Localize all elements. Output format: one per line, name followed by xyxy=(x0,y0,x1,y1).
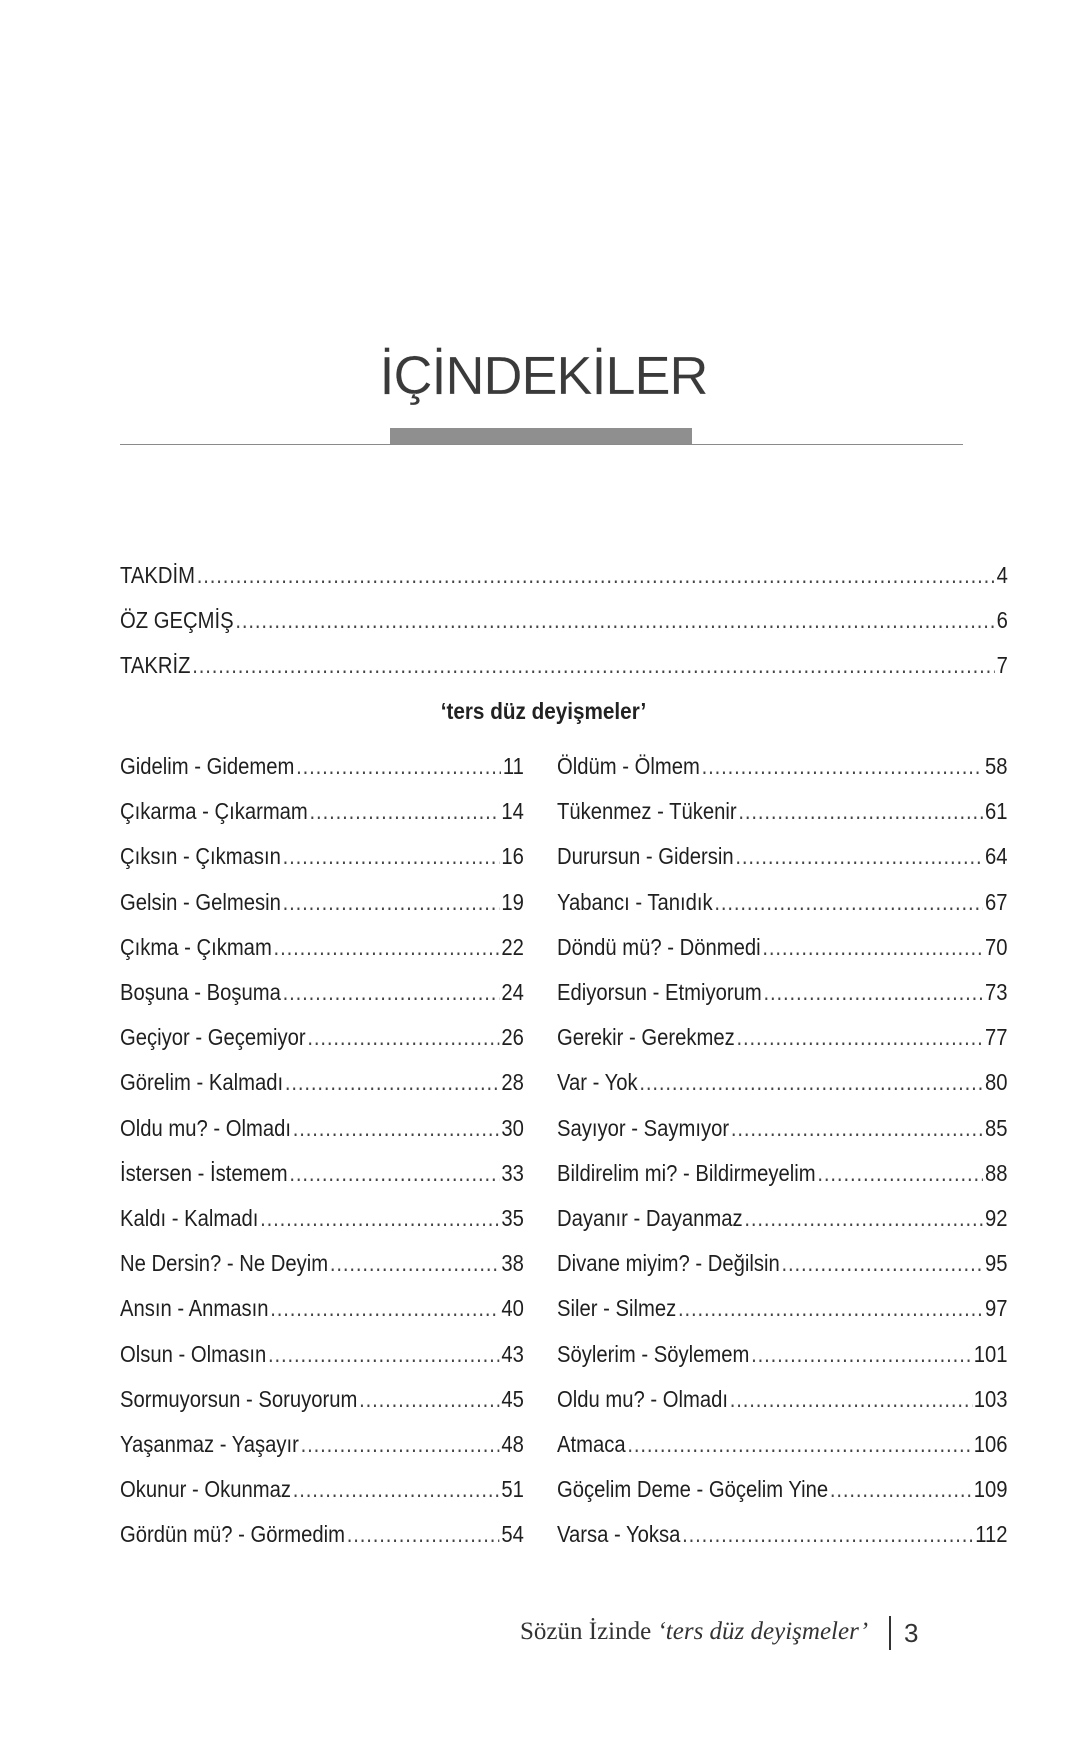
toc-entry xyxy=(120,932,524,962)
toc-entry xyxy=(557,1113,1008,1143)
toc-entry xyxy=(557,887,1008,917)
section-heading: ‘ters düz deyişmeler’ xyxy=(440,698,647,724)
toc-entry xyxy=(120,1022,524,1052)
toc-entry xyxy=(557,1158,1008,1188)
toc-leader-dots xyxy=(731,1113,983,1143)
toc-leader-dots xyxy=(682,1519,973,1549)
toc-entry-label: Gördün mü? - Görmedim xyxy=(120,1521,345,1548)
footer-subtitle: ‘ters düz deyişmeler’ xyxy=(657,1618,869,1645)
toc-entry xyxy=(557,1293,1008,1323)
toc-entry-label: Tükenmez - Tükenir xyxy=(557,798,737,825)
title-rule xyxy=(120,444,963,445)
toc-entry-page: 58 xyxy=(985,753,1008,779)
toc-entry-label: Ediyorsun - Etmiyorum xyxy=(557,979,762,1005)
toc-entry xyxy=(120,1474,524,1504)
toc-entry xyxy=(120,1384,524,1414)
toc-leader-dots xyxy=(730,1384,972,1414)
toc-entry-label: Çıkma - Çıkmam xyxy=(120,933,272,960)
toc-leader-dots xyxy=(235,605,995,635)
toc-entry xyxy=(557,751,1008,781)
toc-entry xyxy=(557,841,1008,871)
toc-entry-label: Dayanır - Dayanmaz xyxy=(557,1205,743,1231)
toc-entry xyxy=(557,1474,1008,1504)
toc-entry-label: Oldu mu? - Olmadı xyxy=(557,1385,728,1412)
toc-entry-page: 35 xyxy=(501,1205,524,1231)
toc-entry-page: 88 xyxy=(985,1159,1008,1186)
toc-entry xyxy=(557,1203,1008,1233)
toc-leader-dots xyxy=(678,1293,983,1323)
toc-entry-page: 24 xyxy=(501,979,524,1005)
toc-leader-dots xyxy=(307,1022,499,1052)
toc-entry-label: Geçiyor - Geçemiyor xyxy=(120,1024,306,1051)
toc-entry xyxy=(120,887,524,917)
toc-leader-dots xyxy=(817,1158,983,1188)
toc-leader-dots xyxy=(762,932,983,962)
toc-leader-dots xyxy=(736,1022,983,1052)
toc-entry-page: 14 xyxy=(501,798,524,825)
toc-entry-page: 28 xyxy=(501,1069,524,1096)
toc-entry-label: Görelim - Kalmadı xyxy=(120,1069,284,1096)
toc-entry xyxy=(557,1339,1008,1369)
toc-entry-page: 40 xyxy=(501,1295,524,1322)
toc-entry xyxy=(120,841,524,871)
toc-leader-dots xyxy=(283,887,500,917)
toc-entry-label: Divane miyim? - Değilsin xyxy=(557,1250,780,1277)
toc-entry xyxy=(557,1519,1008,1549)
toc-entry-page: 70 xyxy=(985,933,1008,960)
toc-entry-label: Durursun - Gidersin xyxy=(557,843,734,870)
toc-entry-page: 92 xyxy=(985,1205,1008,1231)
toc-entry-label: Atmaca xyxy=(557,1431,626,1457)
page-title: İÇİNDEKİLER xyxy=(379,346,708,406)
toc-leader-dots xyxy=(744,1203,983,1233)
toc-leader-dots xyxy=(627,1429,972,1459)
toc-entry xyxy=(120,1067,524,1097)
toc-entry-label: ÖZ GEÇMİŞ xyxy=(120,607,234,633)
toc-entry-label: Yabancı - Tanıdık xyxy=(557,888,713,915)
toc-entry-page: 45 xyxy=(501,1385,524,1412)
toc-leader-dots xyxy=(347,1519,500,1549)
toc-entry xyxy=(120,560,1008,590)
toc-entry-label: Sayıyor - Saymıyor xyxy=(557,1114,730,1141)
toc-entry-label: Gidelim - Gidemem xyxy=(120,753,295,779)
toc-leader-dots xyxy=(781,1248,983,1278)
toc-entry-page: 112 xyxy=(975,1521,1008,1548)
toc-leader-dots xyxy=(274,932,500,962)
toc-entry-page: 51 xyxy=(501,1476,524,1503)
toc-leader-dots xyxy=(330,1248,500,1278)
toc-entry-label: Öldüm - Ölmem xyxy=(557,753,700,779)
toc-entry-page: 73 xyxy=(985,979,1008,1005)
toc-entry xyxy=(120,751,524,781)
toc-leader-dots xyxy=(301,1429,500,1459)
footer-title: Sözün İzinde xyxy=(520,1618,658,1645)
toc-entry xyxy=(120,650,1008,680)
toc-leader-dots xyxy=(735,841,983,871)
toc-entry-page: 30 xyxy=(501,1114,524,1141)
toc-entry-page: 6 xyxy=(996,607,1008,633)
footer-page-number: 3 xyxy=(904,1618,919,1648)
toc-entry-label: Bildirelim mi? - Bildirmeyelim xyxy=(557,1159,816,1186)
toc-entry xyxy=(557,1384,1008,1414)
toc-entry-page: 4 xyxy=(996,562,1008,588)
toc-leader-dots xyxy=(289,1158,499,1188)
toc-entry-page: 77 xyxy=(985,1024,1008,1051)
toc-leader-dots xyxy=(763,977,983,1007)
toc-entry-page: 43 xyxy=(501,1340,524,1367)
toc-entry-label: Kaldı - Kalmadı xyxy=(120,1205,259,1231)
toc-entry-label: Varsa - Yoksa xyxy=(557,1521,681,1548)
toc-entry xyxy=(557,977,1008,1007)
toc-entry-page: 95 xyxy=(985,1250,1008,1277)
toc-entry xyxy=(557,1067,1008,1097)
toc-leader-dots xyxy=(268,1339,500,1369)
toc-entry-page: 19 xyxy=(501,888,524,915)
toc-entry-page: 97 xyxy=(985,1295,1008,1322)
toc-entry-page: 101 xyxy=(973,1340,1008,1367)
toc-leader-dots xyxy=(283,841,500,871)
toc-entry-page: 106 xyxy=(973,1431,1008,1457)
toc-leader-dots xyxy=(714,887,983,917)
toc-entry-page: 85 xyxy=(985,1114,1008,1141)
toc-entry-page: 48 xyxy=(501,1431,524,1457)
toc-leader-dots xyxy=(197,560,995,590)
toc-entry-page: 33 xyxy=(501,1159,524,1186)
toc-entry-label: Boşuna - Boşuma xyxy=(120,979,281,1005)
toc-leader-dots xyxy=(192,650,995,680)
toc-entry-page: 61 xyxy=(985,798,1008,825)
toc-leader-dots xyxy=(310,796,500,826)
toc-leader-dots xyxy=(293,1474,500,1504)
toc-entry-label: Göçelim Deme - Göçelim Yine xyxy=(557,1476,829,1503)
footer-book-title xyxy=(520,1618,868,1646)
footer-separator xyxy=(889,1616,891,1650)
toc-entry-label: Okunur - Okunmaz xyxy=(120,1476,291,1503)
toc-entry xyxy=(557,1248,1008,1278)
toc-leader-dots xyxy=(738,796,983,826)
toc-leader-dots xyxy=(702,751,984,781)
toc-entry-label: Çıksın - Çıkmasın xyxy=(120,843,281,870)
toc-entry-label: Siler - Silmez xyxy=(557,1295,677,1322)
toc-entry-page: 80 xyxy=(985,1069,1008,1096)
toc-entry-page: 103 xyxy=(973,1385,1008,1412)
toc-entry xyxy=(120,1519,524,1549)
toc-entry xyxy=(557,932,1008,962)
toc-entry xyxy=(120,1248,524,1278)
toc-leader-dots xyxy=(270,1293,499,1323)
toc-entry-label: TAKDİM xyxy=(120,562,195,588)
toc-entry-label: Ne Dersin? - Ne Deyim xyxy=(120,1250,329,1277)
toc-entry xyxy=(120,1113,524,1143)
toc-leader-dots xyxy=(283,977,500,1007)
toc-entry-page: 64 xyxy=(985,843,1008,870)
toc-entry-label: TAKRİZ xyxy=(120,652,191,678)
toc-entry-label: Gerekir - Gerekmez xyxy=(557,1024,735,1051)
toc-entry-label: Olsun - Olmasın xyxy=(120,1340,267,1367)
toc-entry-label: Ansın - Anmasın xyxy=(120,1295,269,1322)
toc-entry-page: 16 xyxy=(501,843,524,870)
toc-entry-page: 26 xyxy=(501,1024,524,1051)
toc-entry xyxy=(120,977,524,1007)
toc-entry xyxy=(120,1158,524,1188)
toc-entry xyxy=(557,1022,1008,1052)
toc-entry-page: 7 xyxy=(996,652,1008,678)
toc-leader-dots xyxy=(285,1067,500,1097)
title-accent-bar xyxy=(390,428,692,444)
toc-leader-dots xyxy=(830,1474,972,1504)
toc-entry-label: Sormuyorsun - Soruyorum xyxy=(120,1385,358,1412)
toc-entry xyxy=(120,1339,524,1369)
toc-leader-dots xyxy=(639,1067,983,1097)
toc-entry-page: 11 xyxy=(502,753,524,779)
toc-entry xyxy=(120,1429,524,1459)
toc-leader-dots xyxy=(751,1339,972,1369)
toc-entry xyxy=(120,1203,524,1233)
toc-entry xyxy=(557,796,1008,826)
toc-entry-page: 22 xyxy=(501,933,524,960)
toc-entry xyxy=(120,796,524,826)
toc-entry-label: İstersen - İstemem xyxy=(120,1159,288,1186)
toc-entry-label: Yaşanmaz - Yaşayır xyxy=(120,1431,299,1457)
toc-entry-label: Döndü mü? - Dönmedi xyxy=(557,933,761,960)
toc-entry xyxy=(120,1293,524,1323)
toc-leader-dots xyxy=(260,1203,499,1233)
toc-entry xyxy=(120,605,1008,635)
toc-entry-label: Çıkarma - Çıkarmam xyxy=(120,798,308,825)
toc-entry-page: 67 xyxy=(985,888,1008,915)
toc-leader-dots xyxy=(359,1384,500,1414)
toc-entry xyxy=(557,1429,1008,1459)
toc-entry-label: Var - Yok xyxy=(557,1069,638,1096)
toc-entry-label: Söylerim - Söylemem xyxy=(557,1340,750,1367)
toc-entry-label: Gelsin - Gelmesin xyxy=(120,888,281,915)
toc-entry-page: 54 xyxy=(501,1521,524,1548)
toc-leader-dots xyxy=(296,751,501,781)
toc-entry-label: Oldu mu? - Olmadı xyxy=(120,1114,291,1141)
toc-entry-page: 38 xyxy=(501,1250,524,1277)
toc-entry-page: 109 xyxy=(973,1476,1008,1503)
toc-leader-dots xyxy=(293,1113,500,1143)
